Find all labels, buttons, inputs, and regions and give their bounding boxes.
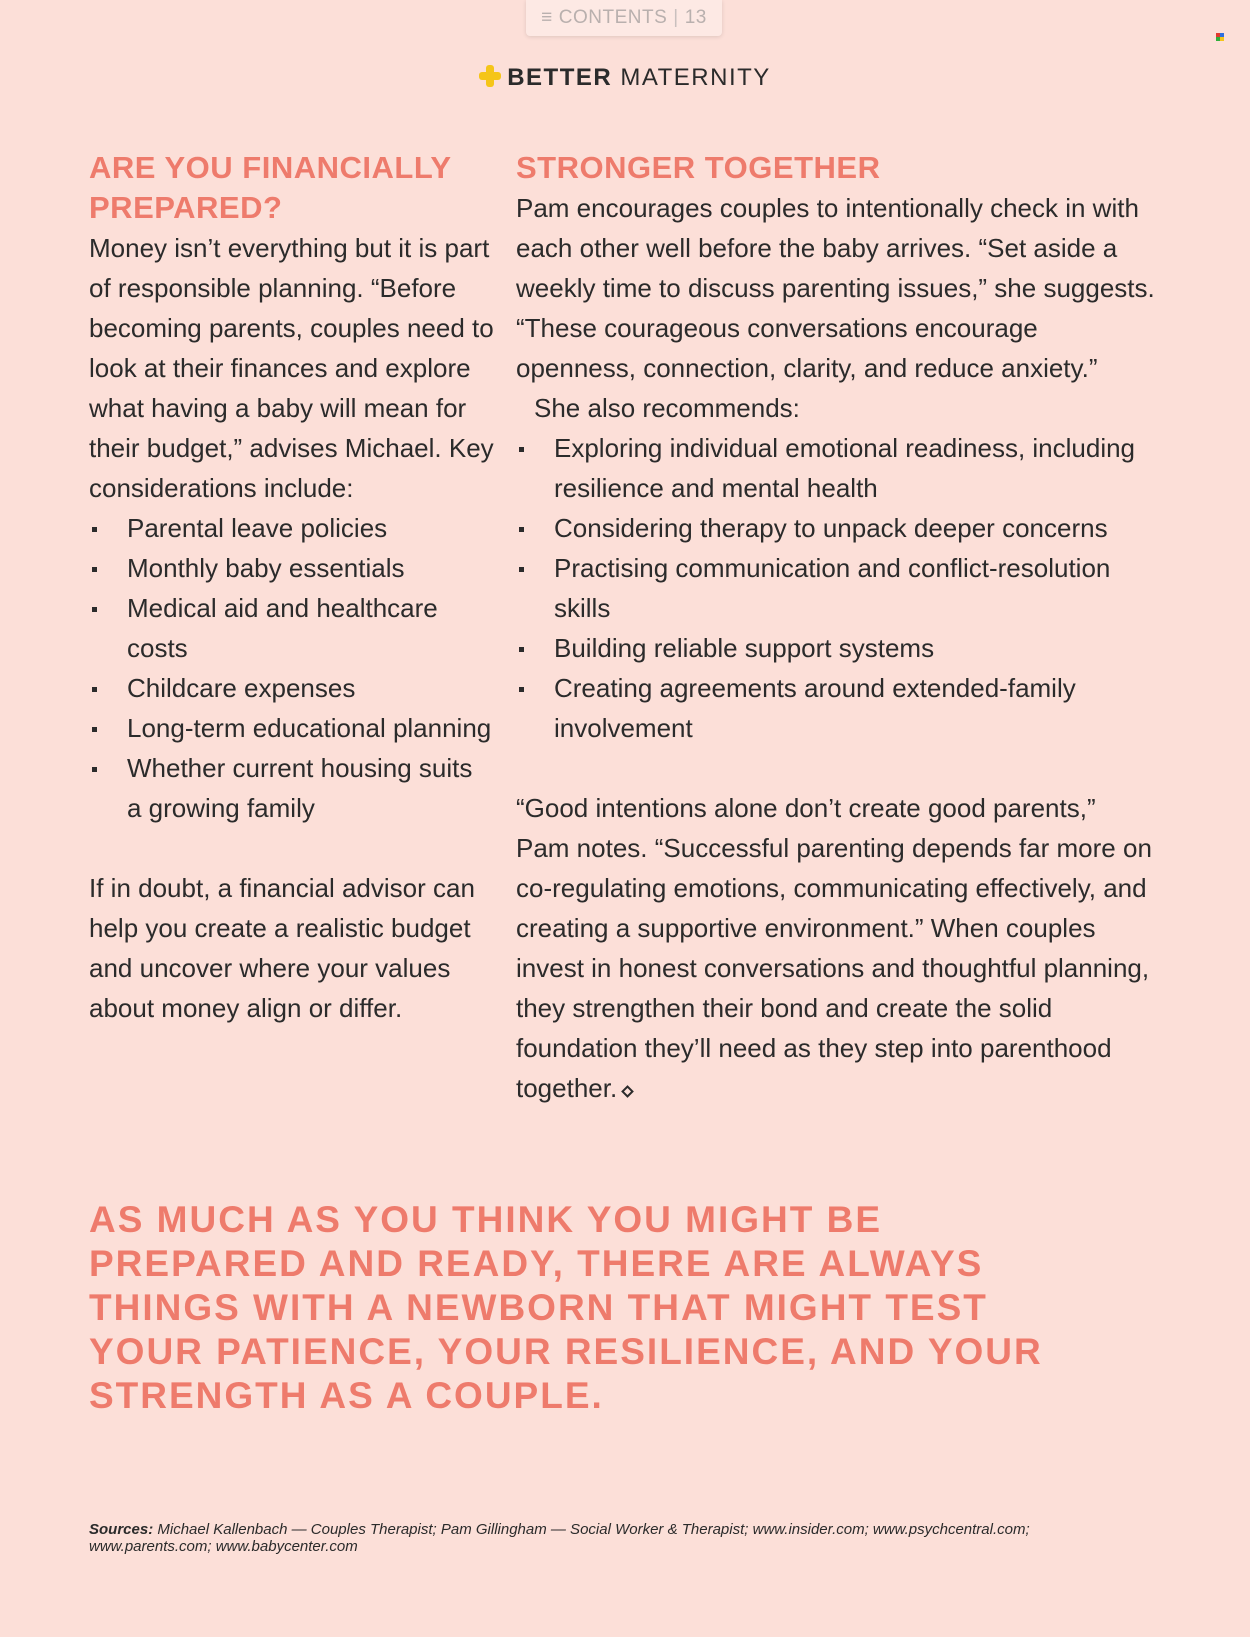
list-item: Considering therapy to unpack deeper concerns [516, 508, 1156, 548]
nav-separator: | [673, 7, 679, 28]
list-item: Exploring individual emotional readiness, including resilience and mental health [516, 428, 1156, 508]
stronger-together-heading: STRONGER TOGETHER [516, 150, 881, 185]
sources-text: Michael Kallenbach — Couples Therapist; Pam Gillingham — Social Worker & Therapist; www.insider.com; www.psychcentral.com; www.parents.com; www.babycenter.com [89, 1521, 1030, 1555]
spacer [516, 748, 1156, 788]
stronger-closing [516, 788, 1156, 1108]
list-item: Creating agreements around extended-family involvement [516, 668, 1156, 748]
brand-bold: BETTER [507, 64, 613, 91]
stronger-intro: Pam encourages couples to intentionally check in with each other well before the baby arrives. “Set aside a weekly time to discuss parenting issues,” she suggests. “These courageous conversations encourage openness, connection, clarity, and reduce anxiety.” [516, 193, 1155, 383]
pull-quote: AS MUCH AS YOU THINK YOU MIGHT BE PREPARED AND READY, THERE ARE ALWAYS THINGS WITH A NEWBORN THAT MIGHT TEST YOUR PATIENCE, YOUR RESILIENCE, AND YOUR STRENGTH AS A COUPLE. [89, 1199, 1043, 1416]
recommendations-list [516, 428, 1156, 748]
spacer [89, 828, 494, 868]
list-item: Whether current housing suits a growing family [89, 748, 494, 828]
magazine-section-header [0, 64, 1250, 94]
financial-closing: If in doubt, a financial advisor can help you create a realistic budget and uncover where your values about money align or differ. [89, 873, 475, 1023]
closing-text: “Good intentions alone don’t create good parents,” Pam notes. “Successful parenting depends far more on co-regulating emotions, communicating effectively, and creating a supportive environment.” When couples invest in honest conversations and thoughtful planning, they strengthen their bond and create the solid foundation they’ll need as they step into parenthood together. [516, 793, 1152, 1103]
contents-nav-button[interactable] [526, 0, 722, 36]
brand-light: MATERNITY [620, 64, 771, 91]
list-item: Medical aid and healthcare costs [89, 588, 494, 668]
contents-label: CONTENTS [558, 7, 668, 28]
financial-heading: ARE YOU FINANCIALLY PREPARED? [89, 150, 452, 225]
right-column [516, 148, 1156, 1108]
list-item: Monthly baby essentials [89, 548, 494, 588]
list-item: Parental leave policies [89, 508, 494, 548]
cross-logo-icon [479, 65, 501, 94]
list-item: Building reliable support systems [516, 628, 1156, 668]
list-item: Childcare expenses [89, 668, 494, 708]
menu-icon: ≡ [541, 7, 553, 28]
financial-list [89, 508, 494, 828]
left-column [89, 148, 494, 1028]
color-registration-icon [1216, 33, 1224, 41]
financial-intro: Money isn’t everything but it is part of responsible planning. “Before becoming parents, couples need to look at their finances and explore what having a baby will mean for their budget,” advises Michael. Key considerations include: [89, 233, 494, 503]
sources-footnote [89, 1521, 1099, 1555]
page-number: 13 [684, 7, 707, 28]
sources-label: Sources: [89, 1521, 154, 1538]
end-of-article-icon [621, 1085, 634, 1098]
recommends-line: She also recommends: [534, 393, 800, 423]
list-item: Practising communication and conflict-resolution skills [516, 548, 1156, 628]
list-item: Long-term educational planning [89, 708, 494, 748]
